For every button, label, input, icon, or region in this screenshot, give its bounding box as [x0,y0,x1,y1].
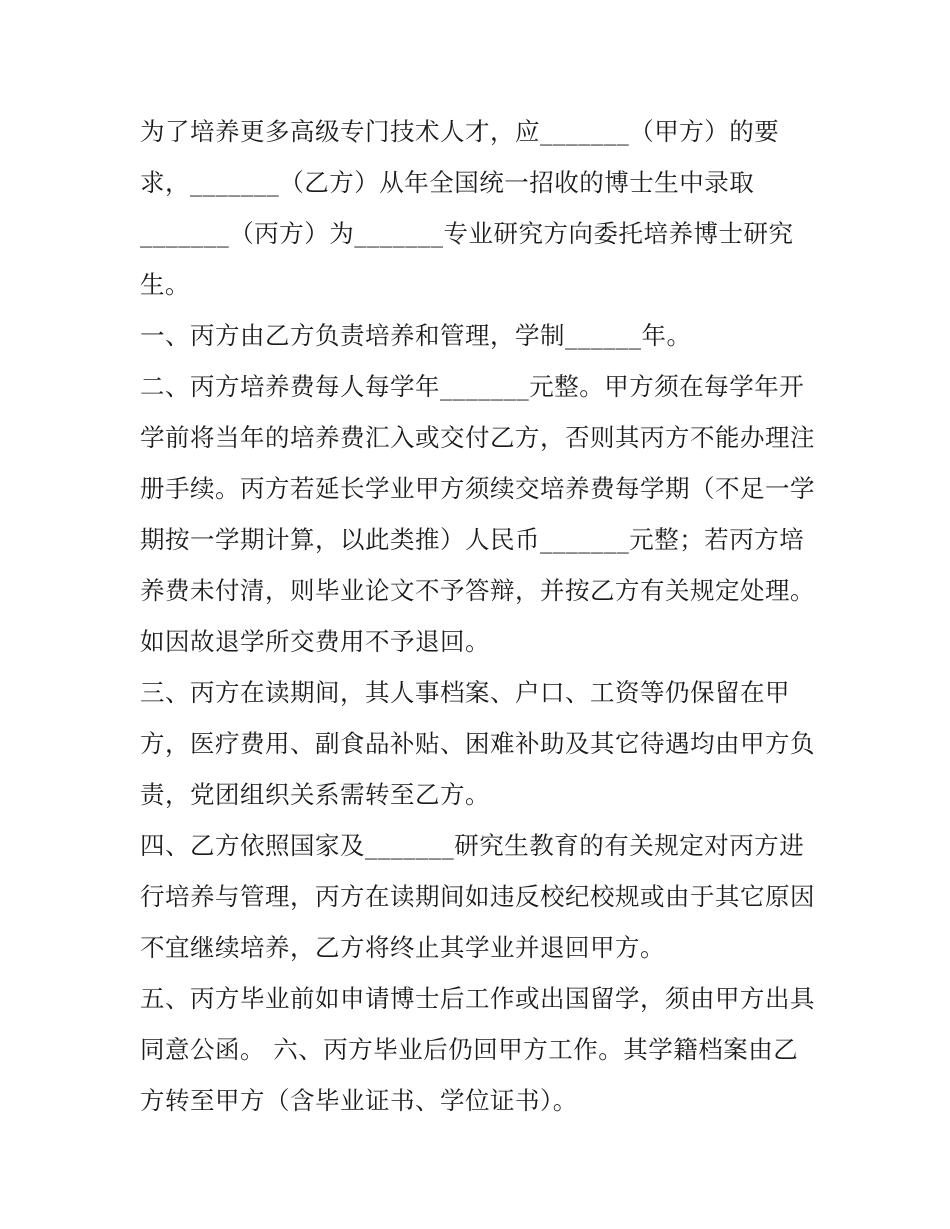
text-line: 二、丙方培养费每人每学年_______元整。甲方须在每学年开 [140,372,805,401]
text-line: 四、乙方依照国家及_______研究生教育的有关规定对丙方进 [140,831,805,860]
text-line: 方，医疗费用、副食品补贴、困难补助及其它待遇均由甲方负 [140,729,815,758]
text-line: 行培养与管理，丙方在读期间如违反校纪校规或由于其它原因 [140,882,815,911]
text-line: 养费未付清，则毕业论文不予答辩，并按乙方有关规定处理。 [140,576,815,605]
text-line: 不宜继续培养，乙方将终止其学业并退回甲方。 [140,933,665,962]
text-line: 求，_______（乙方）从年全国统一招收的博士生中录取 [140,168,755,197]
text-line: 生。 [140,270,190,299]
text-line: _______（丙方）为_______专业研究方向委托培养博士研究 [140,219,794,248]
text-line: 为了培养更多高级专门技术人才，应_______（甲方）的要 [140,117,780,146]
text-line: 方转至甲方（含毕业证书、学位证书）。 [140,1086,578,1115]
text-line: 期按一学期计算，以此类推）人民币_______元整；若丙方培 [140,525,805,554]
text-line: 如因故退学所交费用不予退回。 [140,627,490,656]
text-line: 责，党团组织关系需转至乙方。 [140,780,490,809]
text-line: 同意公函。 六、丙方毕业后仍回甲方工作。其学籍档案由乙 [140,1035,799,1064]
text-line: 一、丙方由乙方负责培养和管理，学制______年。 [140,321,692,350]
text-line: 学前将当年的培养费汇入或交付乙方，否则其丙方不能办理注 [140,423,815,452]
contract-body [140,106,820,1126]
text-line: 三、丙方在读期间，其人事档案、户口、工资等仍保留在甲 [140,678,790,707]
text-line: 册手续。丙方若延长学业甲方须续交培养费每学期（不足一学 [140,474,815,503]
text-line: 五、丙方毕业前如申请博士后工作或出国留学，须由甲方出具 [140,984,815,1013]
